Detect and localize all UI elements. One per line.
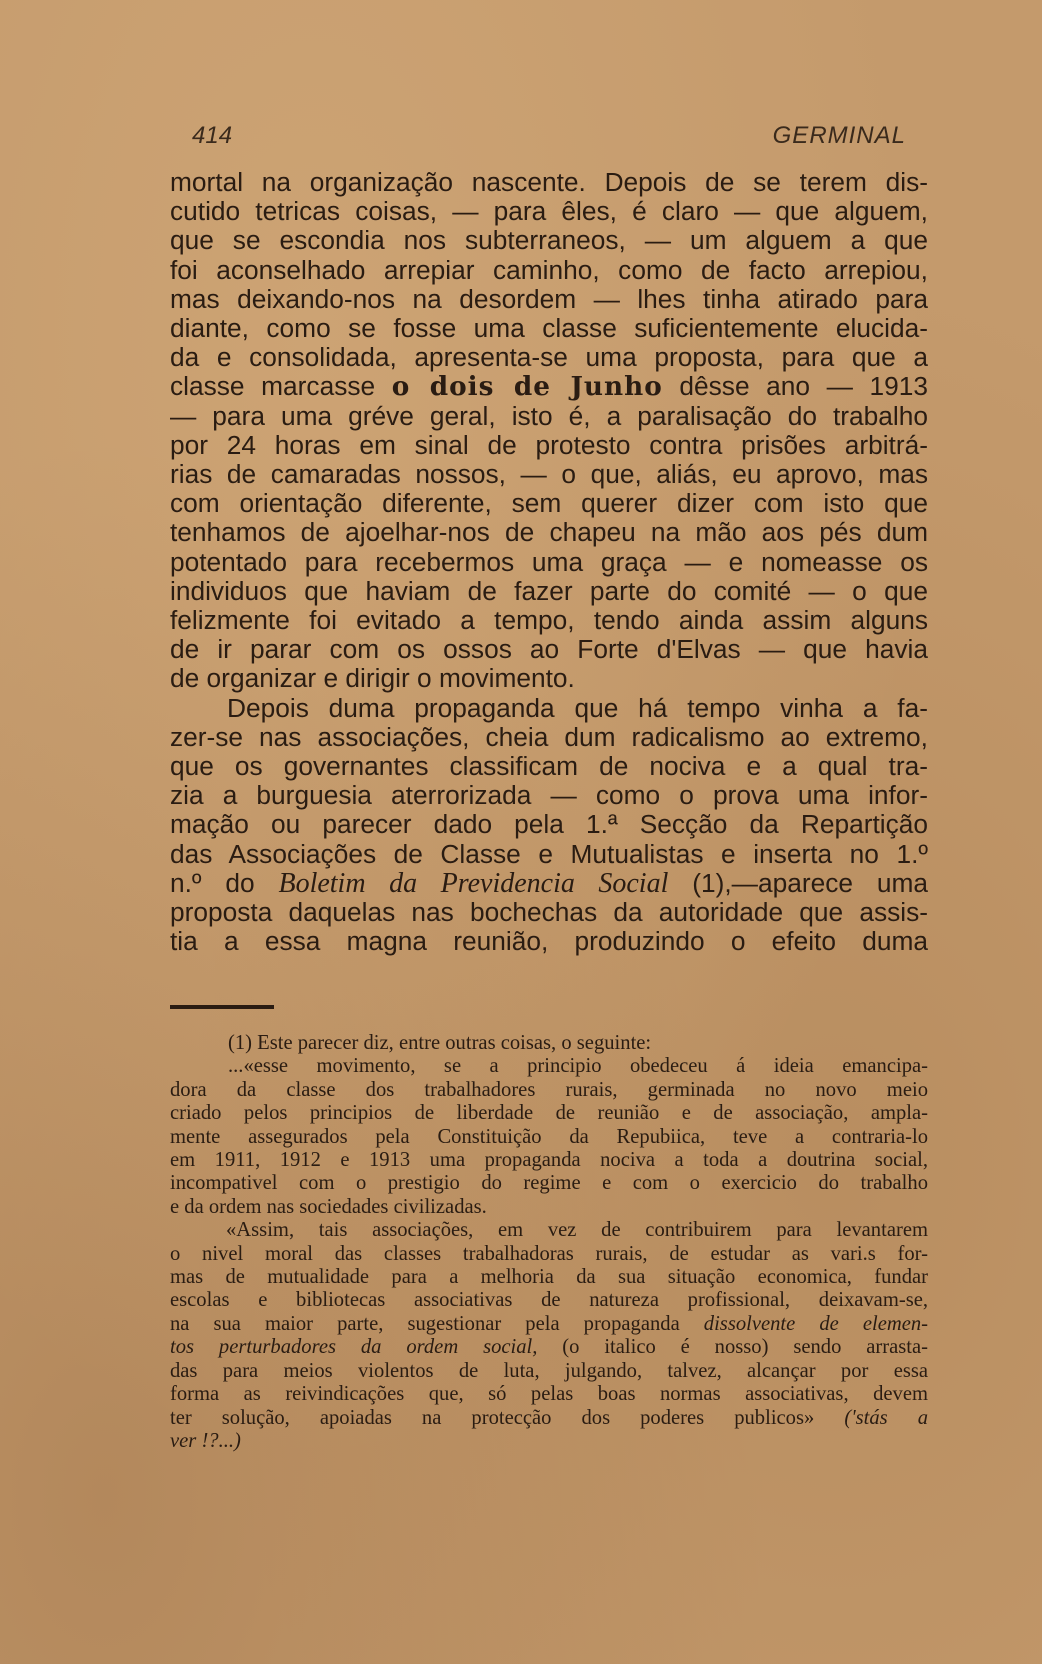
italic-fragment: ('stás a — [844, 1406, 928, 1429]
footnote-line: e da ordem nas sociedades civilizadas. — [170, 1195, 487, 1218]
text-line: mortal na organização nascente. Depois de se terem dis- — [170, 167, 928, 197]
footnote-line-italic — [170, 1313, 928, 1336]
text-line: rias de camaradas nossos, — o que, aliás, eu aprovo, mas — [170, 459, 928, 490]
footnote-line: escolas e bibliotecas associativas de natureza profissional, deixavam-se, — [170, 1289, 928, 1312]
footnote-line: ...«esse movimento, se a principio obedeceu á ideia emancipa- — [228, 1055, 928, 1078]
footnote-line: (1) Este parecer diz, entre outras coisas, o seguinte: — [228, 1032, 652, 1054]
text-line: de ir parar com os ossos ao Forte d'Elvas — que havia — [170, 634, 928, 665]
text-line: potentado para recebermos uma graça — e nomeasse os — [170, 546, 928, 577]
footnote-line: mas de mutualidade para a melhoria da sua situação economica, fundar — [170, 1266, 928, 1289]
text-line-with-title — [170, 869, 928, 898]
text-fragment: dêsse ano — 1913 — [679, 371, 929, 402]
footnote-line: mente assegurados pela Constituição da Repubiica, teve a contraria-lo — [170, 1125, 928, 1148]
text-fragment: (o italico é nosso) sendo arrasta- — [562, 1336, 928, 1359]
text-fragment: classe marcasse — [170, 371, 376, 402]
text-line: tenhamos de ajoelhar-nos de chapeu na mão aos pés dum — [170, 517, 928, 548]
footnote-line: em 1911, 1912 e 1913 uma propaganda nociva a toda a doutrina social, — [170, 1149, 928, 1172]
text-line: zia a burguesia aterrorizada — como o prova uma infor- — [170, 780, 928, 811]
page-header — [192, 122, 906, 154]
text-line: de organizar e dirigir o movimento. — [170, 663, 575, 694]
text-fragment: n.º do — [170, 867, 255, 898]
text-line: que se escondia nos subterraneos, — um alguem a que — [170, 225, 928, 256]
text-line: que os governantes classificam de nociva e a qual tra- — [170, 751, 928, 782]
footnote-ref: (1),—aparece uma — [692, 867, 928, 898]
text-fragment: ter solução, apoiadas na protecção dos poderes publicos» — [170, 1406, 815, 1429]
running-title: GERMINAL — [772, 122, 906, 149]
page-number: 414 — [192, 122, 233, 149]
text-line: cutido tetricas coisas, — para êles, é claro — que alguem, — [170, 196, 928, 227]
text-line: tia a essa magna reunião, produzindo o efeito duma — [170, 926, 928, 957]
text-line: por 24 horas em sinal de protesto contra prisões arbitrá- — [170, 429, 928, 460]
italic-fragment: tos perturbadores da ordem social, — [170, 1336, 538, 1359]
text-line: das Associações de Classe e Mutualistas e inserta no 1.º — [170, 838, 928, 869]
footnote-line: das para meios violentos de luta, julgando, talvez, alcançar por essa — [170, 1359, 928, 1382]
footnote-line: o nivel moral das classes trabalhadoras rurais, de estudar as vari.s for- — [170, 1242, 928, 1265]
text-line: mação ou parecer dado pela 1.ª Secção da Repartição — [170, 809, 928, 840]
text-line: individuos que haviam de fazer parte do comité — o que — [170, 575, 928, 606]
text-line: foi aconselhado arrepiar caminho, como de facto arrepiou, — [170, 254, 928, 285]
text-line: felizmente foi evitado a tempo, tendo ainda assim alguns — [170, 605, 928, 636]
body-text — [170, 168, 928, 956]
footnote-line: dora da classe dos trabalhadores rurais, germinada no novo meio — [170, 1078, 928, 1101]
paragraph-start: Depois duma propaganda que há tempo vinha a fa- — [227, 692, 928, 723]
footnote-line: forma as reivindicações que, só pelas boas normas associativas, devem — [170, 1383, 928, 1406]
footnote-line: criado pelos principios de liberdade de reunião e de associação, ampla- — [170, 1102, 928, 1125]
emphasis-date: o dois de Junho — [391, 371, 663, 403]
text-line: proposta daquelas nas bochechas da autoridade que assis- — [170, 897, 928, 928]
footnote-line: «Assim, tais associações, em vez de contribuirem para levantarem — [226, 1219, 928, 1242]
italic-fragment: ver !?...) — [170, 1429, 241, 1452]
text-line: com orientação diferente, sem querer dizer com isto que — [170, 488, 928, 519]
footnote-line: incompativel com o prestigio do regime e com o exercicio do trabalho — [170, 1172, 928, 1195]
text-line: diante, como se fosse uma classe suficientemente elucida- — [170, 313, 928, 344]
text-line-with-emphasis — [170, 372, 928, 401]
footnote-rule — [170, 1005, 274, 1009]
footnote-line-italic — [170, 1407, 928, 1430]
footnote — [170, 1032, 928, 1453]
text-line: zer-se nas associações, cheia dum radicalismo ao extremo, — [170, 721, 928, 752]
footnote-line-italic — [170, 1430, 928, 1453]
publication-title: Boletim da Previdencia Social — [278, 867, 669, 899]
footnote-line-italic — [170, 1336, 928, 1359]
italic-fragment: dissolvente de elemen- — [703, 1312, 928, 1335]
text-line: da e consolidada, apresenta-se uma proposta, para que a — [170, 342, 928, 373]
text-fragment: na sua maior parte, sugestionar pela propaganda — [170, 1312, 680, 1335]
text-line: — para uma gréve geral, isto é, a paralisação do trabalho — [170, 400, 928, 431]
text-line: mas deixando-nos na desordem — lhes tinha atirado para — [170, 283, 928, 314]
